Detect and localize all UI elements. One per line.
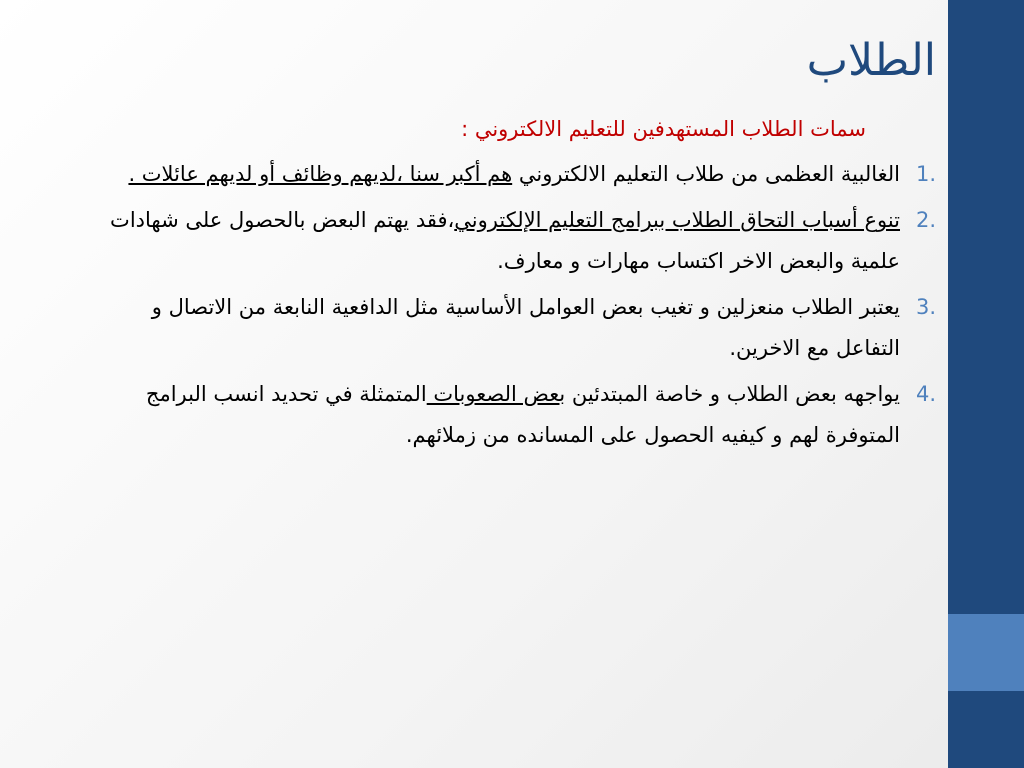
list-number: 1. (916, 162, 937, 186)
slide-content (90, 112, 937, 461)
item-text: يواجهه بعض الطلاب و خاصة المبتدئين (565, 382, 900, 406)
item-text: يعتبر الطلاب منعزلين و تغيب بعض العوامل الأساسية مثل الدافعية النابعة من الاتصال و التفاعل مع الاخرين. (151, 295, 900, 360)
list-number: 3. (916, 295, 937, 319)
item-text-tail: المتمثلة في تحديد انسب البرامج المتوفرة لهم و كيفيه الحصول على المسانده من زملائهم. (145, 382, 900, 447)
item-text-tail: ،فقد يهتم البعض بالحصول على شهادات علمية والبعض الاخر اكتساب مهارات و معارف. (110, 208, 900, 273)
list-item (90, 200, 937, 282)
item-text: الغالبية العظمى من طلاب التعليم الالكتروني (512, 162, 900, 186)
list-item (90, 374, 937, 456)
list-item (90, 287, 937, 369)
list-item (90, 154, 937, 195)
list-number: 4. (916, 382, 937, 406)
list-number: 2. (916, 208, 937, 232)
item-underlined-text: بعض الصعوبات (426, 382, 566, 406)
numbered-list (90, 154, 937, 456)
slide-title: الطلاب (806, 35, 936, 86)
slide-subtitle: سمات الطلاب المستهدفين للتعليم الالكتروني : (461, 117, 866, 141)
item-underlined-text: تنوع أسباب التحاق الطلاب ببرامج التعليم الإلكتروني (454, 208, 900, 232)
item-underlined-text: هم أكبر سنا ،لديهم وظائف أو لديهم عائلات . (128, 162, 513, 186)
side-accent-block (948, 614, 1024, 691)
